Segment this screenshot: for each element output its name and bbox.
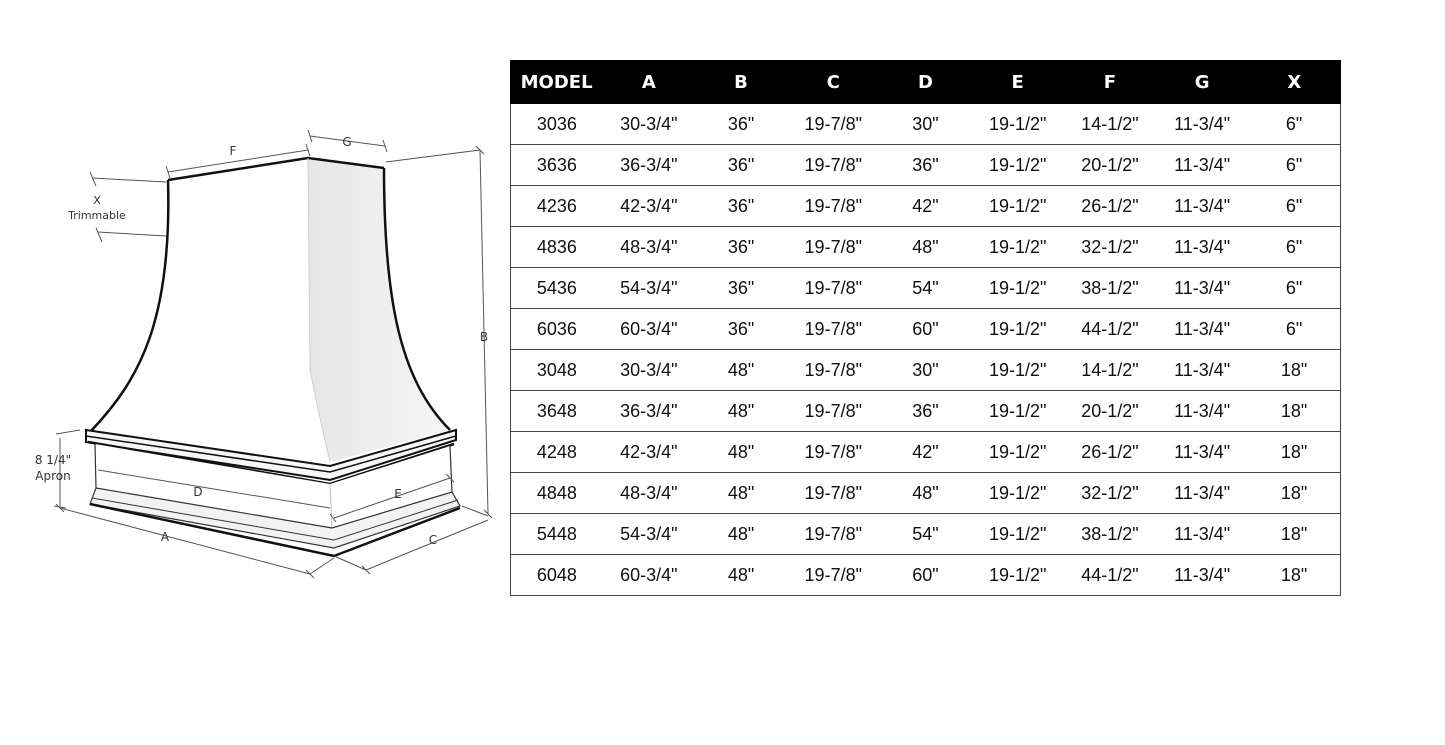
cell-g: 11-3/4" <box>1156 350 1248 391</box>
table-row <box>511 555 1341 596</box>
cell-g: 11-3/4" <box>1156 391 1248 432</box>
cell-d: 48" <box>879 473 971 514</box>
cell-d: 30" <box>879 350 971 391</box>
cell-e: 19-1/2" <box>972 104 1064 145</box>
cell-x: 6" <box>1248 309 1340 350</box>
cell-x: 18" <box>1248 473 1340 514</box>
cell-d: 42" <box>879 432 971 473</box>
cell-a: 54-3/4" <box>603 268 695 309</box>
cell-c: 19-7/8" <box>787 309 879 350</box>
cell-model: 4848 <box>511 473 603 514</box>
cell-g: 11-3/4" <box>1156 432 1248 473</box>
cell-x: 6" <box>1248 227 1340 268</box>
dim-label-g: G <box>342 135 352 149</box>
cell-x: 18" <box>1248 350 1340 391</box>
cell-x: 18" <box>1248 555 1340 596</box>
cell-b: 48" <box>695 432 787 473</box>
cell-d: 42" <box>879 186 971 227</box>
cell-b: 48" <box>695 350 787 391</box>
cell-f: 44-1/2" <box>1064 555 1156 596</box>
cell-c: 19-7/8" <box>787 227 879 268</box>
cell-a: 36-3/4" <box>603 145 695 186</box>
table-header-row <box>511 61 1341 104</box>
cell-f: 32-1/2" <box>1064 227 1156 268</box>
cell-a: 48-3/4" <box>603 227 695 268</box>
table-row <box>511 145 1341 186</box>
cell-x: 18" <box>1248 391 1340 432</box>
cell-e: 19-1/2" <box>972 391 1064 432</box>
cell-f: 14-1/2" <box>1064 104 1156 145</box>
cell-f: 20-1/2" <box>1064 391 1156 432</box>
cell-c: 19-7/8" <box>787 350 879 391</box>
cell-c: 19-7/8" <box>787 514 879 555</box>
cell-e: 19-1/2" <box>972 432 1064 473</box>
cell-model: 4836 <box>511 227 603 268</box>
cell-b: 48" <box>695 473 787 514</box>
cell-b: 36" <box>695 268 787 309</box>
cell-e: 19-1/2" <box>972 145 1064 186</box>
table-body <box>511 104 1341 596</box>
cell-c: 19-7/8" <box>787 145 879 186</box>
cell-e: 19-1/2" <box>972 268 1064 309</box>
cell-x: 6" <box>1248 104 1340 145</box>
cell-e: 19-1/2" <box>972 514 1064 555</box>
cell-f: 20-1/2" <box>1064 145 1156 186</box>
cell-e: 19-1/2" <box>972 555 1064 596</box>
cell-x: 6" <box>1248 145 1340 186</box>
table-row <box>511 268 1341 309</box>
cell-d: 36" <box>879 391 971 432</box>
dim-label-b: B <box>479 330 489 344</box>
cell-e: 19-1/2" <box>972 473 1064 514</box>
table-row <box>511 186 1341 227</box>
cell-f: 14-1/2" <box>1064 350 1156 391</box>
column-header-d: D <box>879 61 971 104</box>
hood-body <box>90 158 450 462</box>
column-header-model: MODEL <box>511 61 603 104</box>
cell-a: 42-3/4" <box>603 432 695 473</box>
cell-g: 11-3/4" <box>1156 145 1248 186</box>
cell-e: 19-1/2" <box>972 227 1064 268</box>
cell-f: 38-1/2" <box>1064 268 1156 309</box>
cell-f: 26-1/2" <box>1064 186 1156 227</box>
cell-g: 11-3/4" <box>1156 309 1248 350</box>
cell-b: 36" <box>695 186 787 227</box>
table-row <box>511 227 1341 268</box>
cell-a: 54-3/4" <box>603 514 695 555</box>
column-header-f: F <box>1064 61 1156 104</box>
cell-b: 48" <box>695 514 787 555</box>
cell-b: 36" <box>695 145 787 186</box>
column-header-g: G <box>1156 61 1248 104</box>
column-header-x: X <box>1248 61 1340 104</box>
cell-d: 48" <box>879 227 971 268</box>
dim-label-apron: Apron <box>35 469 71 483</box>
cell-a: 36-3/4" <box>603 391 695 432</box>
cell-model: 5436 <box>511 268 603 309</box>
cell-a: 60-3/4" <box>603 555 695 596</box>
table-row <box>511 104 1341 145</box>
cell-model: 6048 <box>511 555 603 596</box>
dim-label-f: F <box>229 144 237 158</box>
cell-d: 54" <box>879 514 971 555</box>
table-row <box>511 391 1341 432</box>
cell-d: 60" <box>879 309 971 350</box>
cell-c: 19-7/8" <box>787 555 879 596</box>
cell-x: 18" <box>1248 514 1340 555</box>
cell-c: 19-7/8" <box>787 104 879 145</box>
cell-x: 6" <box>1248 186 1340 227</box>
cell-model: 3048 <box>511 350 603 391</box>
dim-label-a: A <box>160 530 170 544</box>
dim-label-x: X <box>93 194 101 207</box>
cell-model: 5448 <box>511 514 603 555</box>
cell-e: 19-1/2" <box>972 186 1064 227</box>
cell-model: 6036 <box>511 309 603 350</box>
cell-model: 3648 <box>511 391 603 432</box>
table-row <box>511 514 1341 555</box>
hood-front-face <box>90 158 330 462</box>
cell-g: 11-3/4" <box>1156 555 1248 596</box>
cell-g: 11-3/4" <box>1156 473 1248 514</box>
cell-d: 60" <box>879 555 971 596</box>
cell-model: 3636 <box>511 145 603 186</box>
dim-label-apron-size: 8 1/4" <box>34 453 72 467</box>
table-row <box>511 432 1341 473</box>
cell-f: 26-1/2" <box>1064 432 1156 473</box>
cell-g: 11-3/4" <box>1156 227 1248 268</box>
table-row <box>511 350 1341 391</box>
cell-e: 19-1/2" <box>972 309 1064 350</box>
cell-c: 19-7/8" <box>787 432 879 473</box>
table-row <box>511 473 1341 514</box>
dim-label-c: C <box>428 533 438 547</box>
cell-model: 4236 <box>511 186 603 227</box>
dim-label-d: D <box>193 485 203 499</box>
cell-f: 32-1/2" <box>1064 473 1156 514</box>
cell-model: 4248 <box>511 432 603 473</box>
cell-g: 11-3/4" <box>1156 104 1248 145</box>
column-header-e: E <box>972 61 1064 104</box>
cell-a: 42-3/4" <box>603 186 695 227</box>
cell-d: 36" <box>879 145 971 186</box>
range-hood-diagram <box>0 0 510 620</box>
cell-f: 44-1/2" <box>1064 309 1156 350</box>
cell-c: 19-7/8" <box>787 391 879 432</box>
cell-a: 30-3/4" <box>603 350 695 391</box>
cell-f: 38-1/2" <box>1064 514 1156 555</box>
cell-a: 30-3/4" <box>603 104 695 145</box>
cell-g: 11-3/4" <box>1156 186 1248 227</box>
column-header-c: C <box>787 61 879 104</box>
cell-d: 54" <box>879 268 971 309</box>
dimensions-table <box>510 60 1341 596</box>
cell-b: 36" <box>695 227 787 268</box>
cell-b: 48" <box>695 555 787 596</box>
cell-model: 3036 <box>511 104 603 145</box>
cell-x: 6" <box>1248 268 1340 309</box>
cell-b: 36" <box>695 104 787 145</box>
cell-g: 11-3/4" <box>1156 514 1248 555</box>
dim-label-e: E <box>394 487 402 501</box>
column-header-a: A <box>603 61 695 104</box>
cell-c: 19-7/8" <box>787 186 879 227</box>
cell-c: 19-7/8" <box>787 268 879 309</box>
table-row <box>511 309 1341 350</box>
hood-side-face <box>308 158 450 462</box>
cell-a: 48-3/4" <box>603 473 695 514</box>
cell-b: 36" <box>695 309 787 350</box>
column-header-b: B <box>695 61 787 104</box>
cell-a: 60-3/4" <box>603 309 695 350</box>
dim-label-trimmable: Trimmable <box>68 209 126 222</box>
cell-d: 30" <box>879 104 971 145</box>
cell-b: 48" <box>695 391 787 432</box>
cell-c: 19-7/8" <box>787 473 879 514</box>
cell-e: 19-1/2" <box>972 350 1064 391</box>
cell-x: 18" <box>1248 432 1340 473</box>
cell-g: 11-3/4" <box>1156 268 1248 309</box>
